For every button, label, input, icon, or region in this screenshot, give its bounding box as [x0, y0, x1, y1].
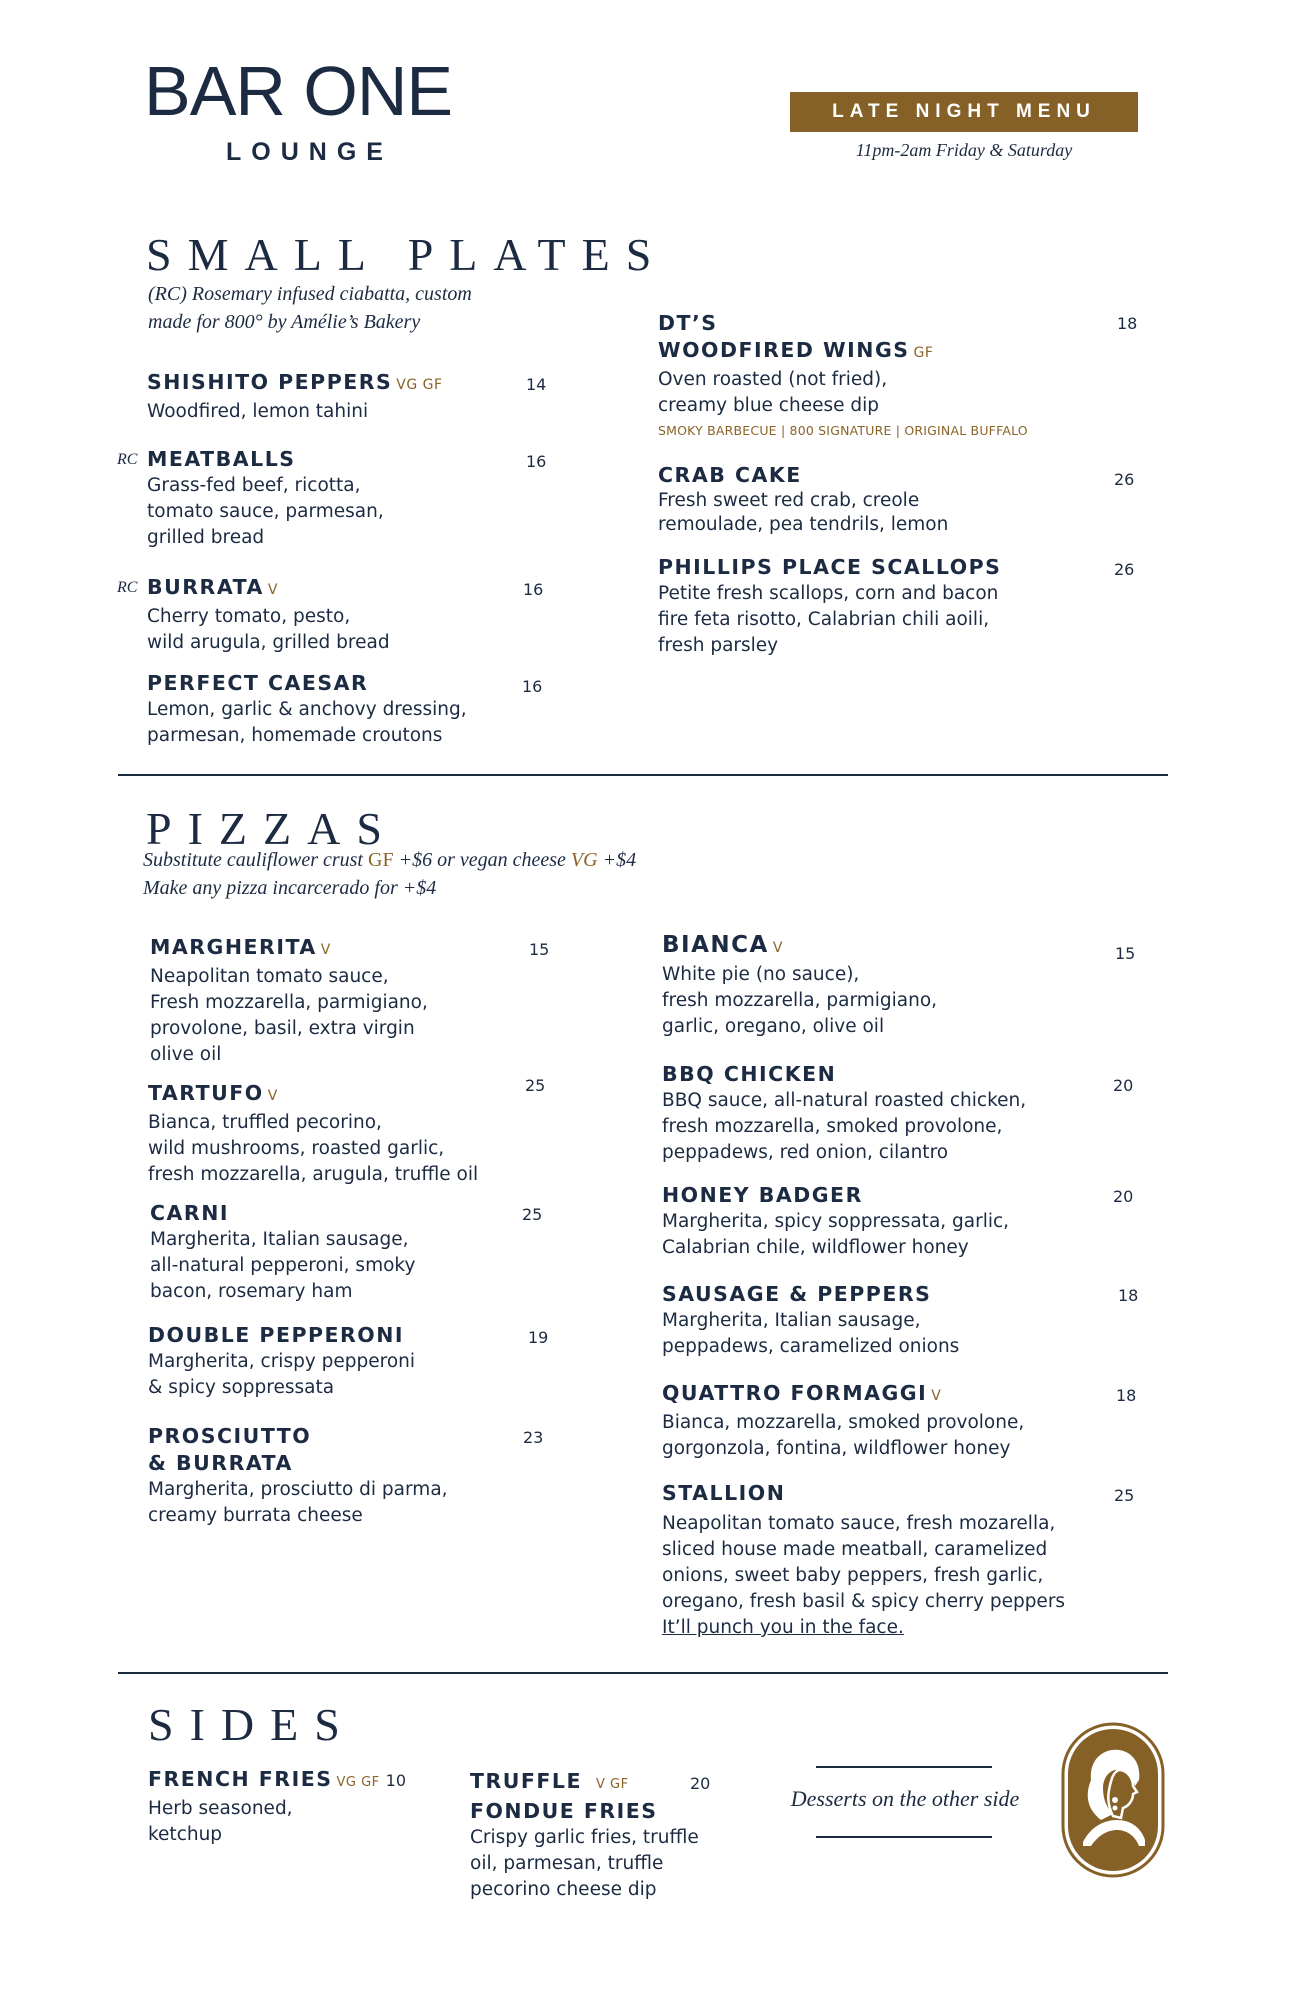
item-description: creamy blue cheese dip [658, 395, 879, 416]
item-description: BBQ sauce, all-natural roasted chicken, [662, 1090, 1027, 1111]
item-description: Woodfired, lemon tahini [147, 401, 369, 422]
item-name-line: PROSCIUTTO [148, 1424, 312, 1448]
item-description: fresh mozzarella, arugula, truffle oil [148, 1164, 479, 1185]
item-name: PHILLIPS PLACE SCALLOPS [658, 555, 1002, 579]
dietary-tag: VG GF [336, 1775, 380, 1790]
item-price: 25 [522, 1205, 543, 1224]
item-name-line: DT’S [658, 311, 718, 335]
dietary-tag: V [772, 940, 783, 956]
item-description: sliced house made meatball, caramelized [662, 1539, 1048, 1560]
item-name: MARGHERITA [150, 935, 317, 959]
note-line: (RC) Rosemary infused ciabatta, custom [148, 283, 472, 305]
item-description: White pie (no sauce), [662, 964, 860, 985]
item-description: bacon, rosemary ham [150, 1281, 353, 1302]
item-name: FONDUE FRIES [470, 1799, 658, 1823]
item-description: Bianca, truffled pecorino, [148, 1112, 382, 1133]
item-description: olive oil [150, 1044, 222, 1065]
note-text: Substitute cauliflower crust [143, 849, 363, 871]
item-description: fresh mozzarella, parmigiano, [662, 990, 938, 1011]
rc-marker: RC [117, 579, 138, 596]
dietary-tag: V [320, 942, 331, 958]
item-price: 18 [1118, 1286, 1139, 1305]
menu-item-double-pepperoni [148, 1322, 568, 1401]
menu-item-woodfired-wings [658, 310, 1118, 438]
item-description: Crispy garlic fries, truffle [470, 1827, 699, 1848]
item-price: 25 [1114, 1486, 1135, 1505]
item-description: wild mushrooms, roasted garlic, [148, 1138, 445, 1159]
section-divider [118, 774, 1168, 776]
item-description: parmesan, homemade croutons [147, 725, 443, 746]
item-price: 18 [1117, 314, 1138, 333]
dietary-tag: V [267, 582, 278, 598]
menu-item-truffle-fondue-fries [470, 1768, 770, 1903]
item-description: onions, sweet baby peppers, fresh garlic, [662, 1565, 1044, 1586]
item-description: Grass-fed beef, ricotta, [147, 475, 361, 496]
item-name-line: TRUFFLE [470, 1769, 582, 1793]
item-price: 15 [529, 940, 550, 959]
desserts-rule [816, 1766, 992, 1768]
section-divider [118, 1672, 1168, 1674]
item-name: & BURRATA [148, 1451, 293, 1475]
note-line: Make any pizza incarcerado for +$4 [143, 877, 437, 899]
menu-item-bianca [662, 932, 1112, 1040]
item-name: CRAB CAKE [658, 463, 802, 487]
dietary-tag: GF [913, 345, 934, 361]
section-title-pizzas: PIZZAS [146, 803, 398, 854]
item-description: Oven roasted (not fried), [658, 369, 888, 390]
gf-tag: GF [368, 849, 394, 871]
item-name: SHISHITO PEPPERS [147, 370, 393, 394]
item-description: remoulade, pea tendrils, lemon [658, 514, 949, 535]
note-line: made for 800° by Amélie’s Bakery [148, 311, 421, 333]
brand-logo: BAR ONE [144, 52, 453, 130]
rc-marker: RC [117, 451, 138, 468]
item-name: BURRATA [147, 575, 264, 599]
note-text: +$6 or vegan cheese [398, 849, 566, 871]
item-description: Cherry tomato, pesto, [147, 606, 351, 627]
item-description: peppadews, caramelized onions [662, 1336, 960, 1357]
item-description: Neapolitan tomato sauce, fresh mozarella, [662, 1513, 1056, 1534]
item-name: BIANCA [662, 932, 769, 958]
item-description: & spicy soppressata [148, 1377, 335, 1398]
menu-item-french-fries [148, 1766, 448, 1848]
item-description: oil, parmesan, truffle [470, 1853, 664, 1874]
menu-item-quattro-formaggi [662, 1380, 1132, 1462]
menu-item-tartufo [148, 1080, 588, 1188]
section-title-small-plates: SMALL PLATES [146, 229, 668, 280]
item-name: SAUSAGE & PEPPERS [662, 1282, 932, 1306]
item-description: Petite fresh scallops, corn and bacon [658, 583, 999, 604]
item-name: STALLION [662, 1481, 786, 1505]
menu-item-burrata [147, 574, 567, 656]
vg-tag: VG [570, 849, 598, 871]
item-description: wild arugula, grilled bread [147, 632, 390, 653]
dietary-tag: V [267, 1088, 278, 1104]
item-name: CARNI [150, 1201, 229, 1225]
item-description: peppadews, red onion, cilantro [662, 1142, 949, 1163]
item-description: provolone, basil, extra virgin [150, 1018, 415, 1039]
menu-item-sausage-peppers [662, 1281, 1132, 1360]
item-price: 14 [526, 375, 547, 394]
item-price: 20 [1113, 1187, 1134, 1206]
item-price: 20 [690, 1774, 711, 1793]
item-description: Margherita, prosciutto di parma, [148, 1479, 448, 1500]
item-description: Lemon, garlic & anchovy dressing, [147, 699, 467, 720]
item-description: Herb seasoned, [148, 1798, 293, 1819]
item-description: all-natural pepperoni, smoky [150, 1255, 416, 1276]
item-description: fresh mozzarella, smoked provolone, [662, 1116, 1003, 1137]
item-description: Margherita, Italian sausage, [150, 1229, 409, 1250]
item-price: 25 [525, 1076, 546, 1095]
item-price: 18 [1116, 1386, 1137, 1405]
item-tagline: It’ll punch you in the face. [662, 1617, 904, 1638]
item-description: Fresh sweet red crab, creole [658, 490, 920, 511]
note-text: +$4 [602, 849, 637, 871]
item-name: FRENCH FRIES [148, 1767, 333, 1791]
item-description: fire feta risotto, Calabrian chili aoili, [658, 609, 990, 630]
dietary-tag: V GF [596, 1777, 629, 1792]
item-description: Margherita, crispy pepperoni [148, 1351, 416, 1372]
item-name: MEATBALLS [147, 447, 296, 471]
item-description: ketchup [148, 1824, 223, 1845]
dietary-tag: V [931, 1388, 942, 1404]
item-description: garlic, oregano, olive oil [662, 1016, 885, 1037]
small-plates-note [148, 280, 472, 336]
section-title-sides: SIDES [148, 1699, 356, 1750]
item-price: 16 [522, 677, 543, 696]
woman-portrait-emblem-icon [1061, 1722, 1165, 1878]
menu-item-meatballs [147, 446, 567, 551]
menu-item-phillips-place-scallops [658, 554, 1128, 659]
menu-item-perfect-caesar [147, 670, 567, 749]
item-price: 15 [1115, 944, 1136, 963]
menu-item-margherita [150, 934, 570, 1068]
desserts-rule [816, 1836, 992, 1838]
menu-item-shishito-peppers [147, 369, 567, 425]
item-description: Fresh mozzarella, parmigiano, [150, 992, 428, 1013]
item-name: QUATTRO FORMAGGI [662, 1381, 928, 1405]
menu-item-stallion [662, 1480, 1142, 1641]
item-description: Calabrian chile, wildflower honey [662, 1237, 969, 1258]
desserts-note: Desserts on the other side [790, 1786, 1020, 1811]
item-description: creamy burrata cheese [148, 1505, 363, 1526]
pizzas-note [143, 846, 636, 902]
sauce-options: SMOKY BARBECUE | 800 SIGNATURE | ORIGINAL BUFFALO [658, 423, 1028, 438]
item-price: 26 [1114, 470, 1135, 489]
brand-logo-subtitle: LOUNGE [226, 138, 393, 166]
item-description: Margherita, spicy soppressata, garlic, [662, 1211, 1010, 1232]
menu-item-crab-cake [658, 462, 1118, 537]
item-price: 16 [523, 580, 544, 599]
item-description: oregano, fresh basil & spicy cherry peppers [662, 1591, 1066, 1612]
item-description: pecorino cheese dip [470, 1879, 657, 1900]
dietary-tag: VG GF [396, 377, 443, 393]
item-description: tomato sauce, parmesan, [147, 501, 384, 522]
item-name: DOUBLE PEPPERONI [148, 1323, 404, 1347]
item-price: 16 [526, 452, 547, 471]
item-description: gorgonzola, fontina, wildflower honey [662, 1438, 1011, 1459]
item-price: 19 [528, 1328, 549, 1347]
menu-item-carni [150, 1200, 570, 1305]
item-price: 20 [1113, 1076, 1134, 1095]
item-name: WOODFIRED WINGS [658, 338, 910, 362]
menu-item-bbq-chicken [662, 1061, 1132, 1166]
item-name: PERFECT CAESAR [147, 671, 369, 695]
late-night-menu-badge: LATE NIGHT MENU [790, 92, 1138, 132]
item-description: grilled bread [147, 527, 265, 548]
menu-hours: 11pm-2am Friday & Saturday [855, 140, 1073, 160]
item-description: fresh parsley [658, 635, 779, 656]
item-name: TARTUFO [148, 1081, 264, 1105]
item-name: HONEY BADGER [662, 1183, 863, 1207]
item-description: Bianca, mozzarella, smoked provolone, [662, 1412, 1025, 1433]
menu-item-honey-badger [662, 1182, 1132, 1261]
item-description: Neapolitan tomato sauce, [150, 966, 389, 987]
item-description: Margherita, Italian sausage, [662, 1310, 921, 1331]
item-price: 26 [1114, 560, 1135, 579]
item-name: BBQ CHICKEN [662, 1062, 837, 1086]
menu-item-prosciutto-burrata [148, 1423, 568, 1529]
item-price: 10 [385, 1771, 406, 1790]
item-price: 23 [523, 1428, 544, 1447]
